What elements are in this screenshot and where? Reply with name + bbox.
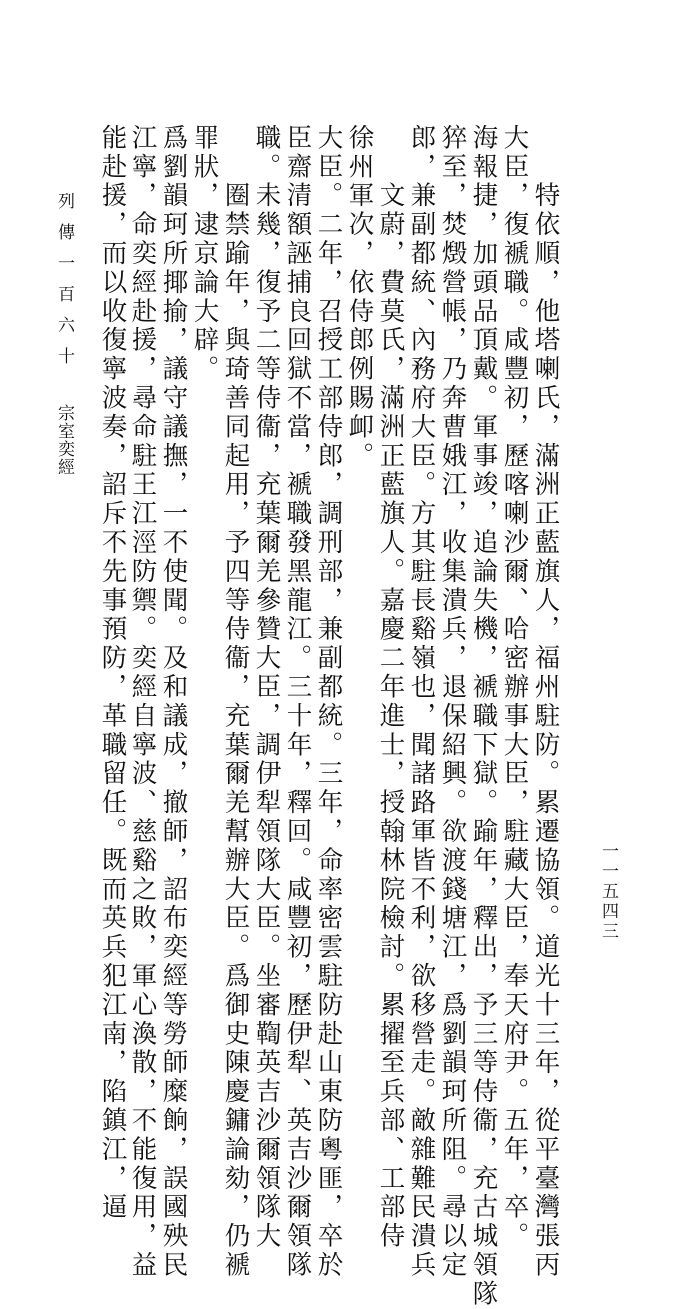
text-column-9: 徐州軍次，依侍郎例賜卹。 xyxy=(344,124,375,471)
running-head-section-title: 列傳一百六十 xyxy=(54,192,74,378)
text-column-10: 文蔚，費莫氏，滿洲正藍旗人。嘉慶二年進士，授翰林院檢討。累擢至兵部、工部侍 xyxy=(375,124,406,1252)
text-column-6: 職。未幾，復予二等侍衞，充葉爾羌參贊大臣，調伊犁領隊大臣。坐審鞫英吉沙爾領隊大 xyxy=(251,124,282,1252)
page-number: 一一五四三 xyxy=(598,842,618,942)
text-column-11: 郎，兼副都統、內務府大臣。方其駐長谿嶺也，聞諸路軍皆不利，欲移營走。敵雜難民潰兵 xyxy=(406,124,437,1280)
text-column-13: 海報捷，加頭品頂戴。軍事竣，追論失機，褫職下獄。踰年，釋出，予三等侍衞，充古城領隊 xyxy=(468,124,499,1309)
running-head-chapter-subject: 宗室奕經 xyxy=(54,404,74,476)
text-column-5: 圈禁踰年，與琦善同起用，予四等侍衞，充葉爾羌幫辦大臣。爲御史陳慶鏞論劾，仍褫 xyxy=(220,124,251,1280)
text-column-1: 能赴援，而以收復寧波奏，詔斥不先事預防，革職留任。既而英兵犯江南，陷鎮江，逼 xyxy=(97,124,128,1223)
text-column-8: 大臣。二年，召授工部侍郎，調刑部，兼副都統。三年，命率密雲駐防赴山東防粵匪，卒於 xyxy=(313,124,344,1280)
running-head xyxy=(55,192,72,476)
text-column-2: 江寧，命奕經赴援，尋命駐王江涇防禦。奕經自寧波、慈谿之敗，軍心渙散，不能復用，益 xyxy=(127,124,158,1280)
text-column-4: 罪狀，逮京論大辟。 xyxy=(189,124,220,385)
text-column-7: 臣齋清額誣捕良回獄不當，褫職發黑龍江。三十年，釋回。咸豐初，歷伊犁、英吉沙爾領隊 xyxy=(282,124,313,1280)
text-column-15: 特依順，他塔喇氏，滿洲正藍旗人，福州駐防。累遷協領。道光十三年，從平臺灣張丙 xyxy=(530,124,561,1280)
text-column-3: 爲劉韻珂所揶揄，議守議撫，一不使聞。及和議成，撤師，詔布奕經等勞師糜餉，誤國殃民 xyxy=(158,124,189,1280)
text-column-14: 大臣，復褫職。咸豐初，歷喀喇沙爾、哈密辦事大臣，駐藏大臣，奉天府尹。五年，卒。 xyxy=(499,124,530,1252)
text-column-12: 猝至，焚燬營帳，乃奔曹娥江，收集潰兵，退保紹興。欲渡錢塘江，爲劉韻珂所阻。尋以定 xyxy=(437,124,468,1280)
